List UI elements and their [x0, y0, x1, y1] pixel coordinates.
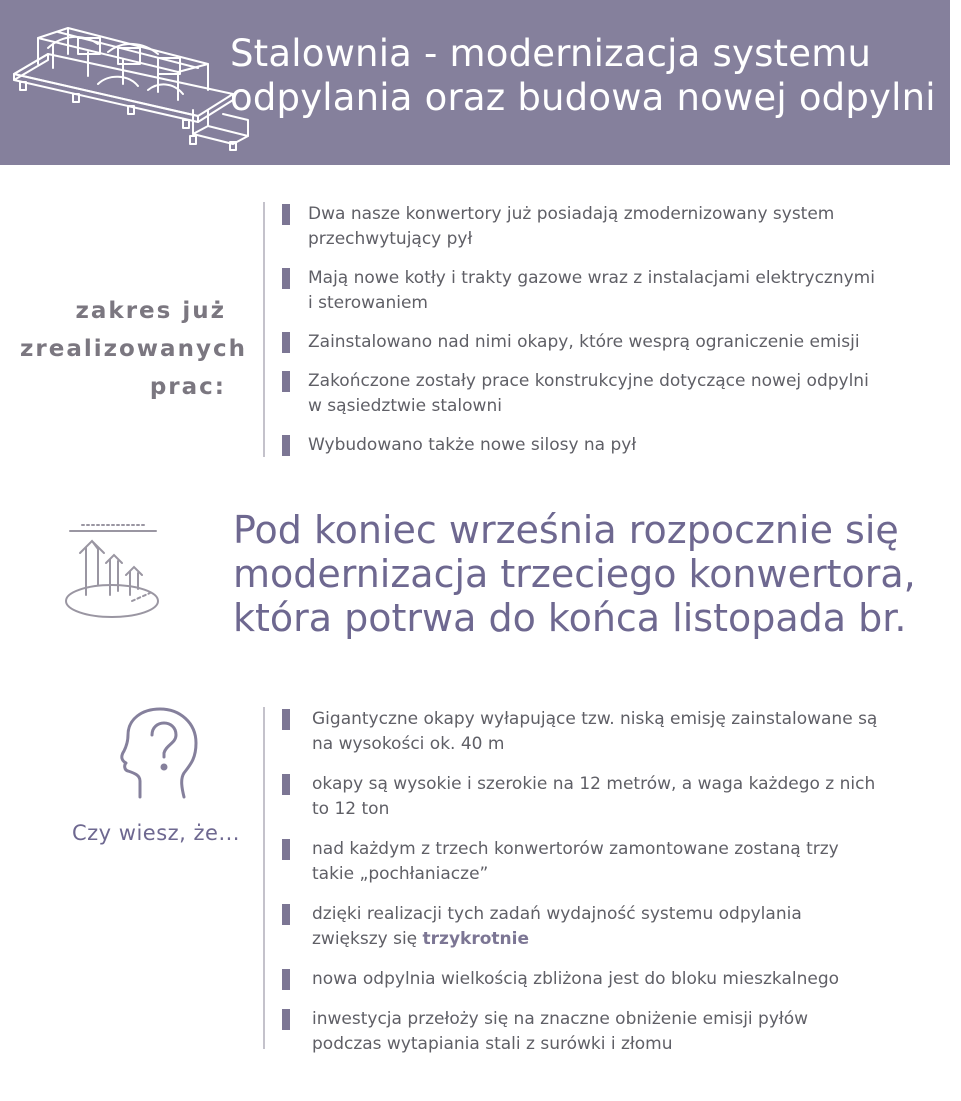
list-item: okapy są wysokie i szerokie na 12 metrów, a waga każdego z nich to 12 ton	[282, 772, 882, 822]
list-item: dzięki realizacji tych zadań wydajność systemu odpylania zwiększy się trzykrotnie	[282, 902, 882, 952]
bullet-bar	[282, 371, 290, 392]
bullet-bar	[282, 709, 290, 730]
bullet-bar	[282, 332, 290, 353]
bullet-bar	[282, 435, 290, 456]
highlight-text: trzykrotnie	[422, 929, 529, 949]
header-banner	[0, 0, 950, 165]
bullet-bar	[282, 268, 290, 289]
facts-section-heading: Czy wiesz, że...	[71, 821, 240, 845]
list-item: nad każdym z trzech konwertorów zamontowane zostaną trzy takie „pochłaniacze”	[282, 837, 882, 887]
facts-items-list	[282, 707, 882, 1057]
list-item: nowa odpylnia wielkością zbliżona jest do bloku mieszkalnego	[282, 967, 882, 992]
list-item: Mają nowe kotły i trakty gazowe wraz z instalacjami elektrycznymi i sterowaniem	[282, 266, 882, 316]
head-question-mark-icon	[110, 705, 206, 801]
rising-emissions-arrows-icon	[60, 515, 164, 623]
list-item: Wybudowano także nowe silosy na pył	[282, 433, 882, 458]
completed-items-list	[282, 202, 882, 458]
list-item: Zainstalowano nad nimi okapy, które wesprą ograniczenie emisji	[282, 330, 882, 355]
facts-section-divider	[263, 707, 265, 1049]
bullet-bar	[282, 839, 290, 860]
bullet-bar	[282, 204, 290, 225]
list-item: Dwa nasze konwertory już posiadają zmodernizowany system przechwytujący pył	[282, 202, 882, 252]
page-title: Stalownia - modernizacja systemu odpylania oraz budowa nowej odpylni	[230, 32, 936, 119]
list-item: Zakończone zostały prace konstrukcyjne dotyczące nowej odpylni w sąsiedztwie stalowni	[282, 369, 882, 419]
completed-section-divider	[263, 202, 265, 457]
announcement-text: Pod koniec września rozpocznie się modernizacja trzeciego konwertora, która potrwa do końca listopada br.	[233, 508, 916, 640]
list-item: inwestycja przełoży się na znaczne obniżenie emisji pyłów podczas wytapiania stali z surówki i złomu	[282, 1007, 882, 1057]
dedusting-plant-illustration-icon	[8, 24, 253, 154]
completed-section-heading: zakres już zrealizowanych prac:	[20, 298, 247, 400]
bullet-bar	[282, 774, 290, 795]
bullet-bar	[282, 904, 290, 925]
bullet-bar	[282, 969, 290, 990]
bullet-bar	[282, 1009, 290, 1030]
list-item: Gigantyczne okapy wyłapujące tzw. niską emisję zainstalowane są na wysokości ok. 40 m	[282, 707, 882, 757]
